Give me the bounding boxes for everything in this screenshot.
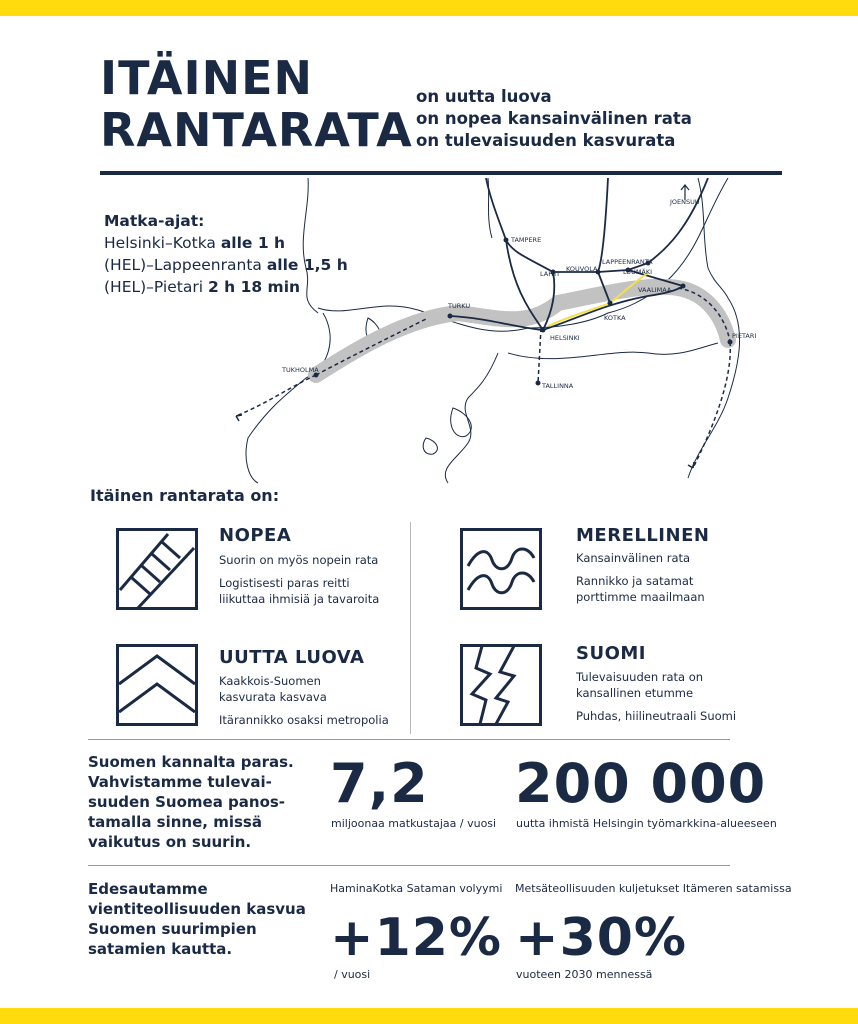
stat-forest-heading: Metsäteollisuuden kuljetukset Itämeren satamissa xyxy=(515,882,792,895)
label-luumaki: LUUMÄKI xyxy=(623,268,653,276)
label-kouvola: KOUVOLA xyxy=(566,265,598,273)
lightning-icon xyxy=(460,644,542,726)
feature-text: Logistisesti paras reitti xyxy=(219,576,350,590)
travel-heading: Matka-ajat: xyxy=(104,212,205,230)
section-divider xyxy=(88,865,730,866)
text-line: Suomen suurimpien xyxy=(88,920,257,938)
feature-text: Puhdas, hiilineutraali Suomi xyxy=(576,709,737,723)
route: Helsinki–Kotka xyxy=(104,234,221,252)
label-kotka: KOTKA xyxy=(604,314,626,322)
feature-text: kasvurata kasvava xyxy=(219,690,327,704)
label-vaalimaa: VAALIMAA xyxy=(638,286,672,294)
south-arrow-icon xyxy=(688,462,694,468)
text-line: vaikutus on suurin. xyxy=(88,833,252,851)
west-arrow-icon xyxy=(236,415,242,421)
stat-people-caption: uutta ihmistä Helsingin työmarkkina-alueeseen xyxy=(516,817,777,830)
corridor-band xyxy=(316,287,728,375)
label-lahti: LAHTI xyxy=(540,270,559,278)
top-yellow-band xyxy=(0,0,858,16)
feature-text: Itärannikko osaksi metropolia xyxy=(219,713,389,727)
travel-row xyxy=(104,276,348,298)
feature-text: Suorin on myös nopein rata xyxy=(219,553,379,567)
title-line-2: RANTARATA xyxy=(100,103,413,157)
label-tukholma: TUKHOLMA xyxy=(282,366,319,374)
stat-passengers-caption: miljoonaa matkustajaa / vuosi xyxy=(331,817,497,830)
feature-text: Tulevaisuuden rata on xyxy=(576,670,704,684)
page-title xyxy=(100,52,413,156)
feature-title: NOPEA xyxy=(219,525,292,546)
chevrons-up-icon xyxy=(116,644,198,726)
stat-passengers: 7,2 xyxy=(330,752,429,815)
stats1-text xyxy=(88,752,294,852)
stats2-text xyxy=(88,879,306,959)
time: 2 h 18 min xyxy=(207,278,301,296)
stat-forest-caption: vuoteen 2030 mennessä xyxy=(516,968,653,981)
stat-port-caption: / vuosi xyxy=(334,968,371,981)
features-heading: Itäinen rantarata on: xyxy=(90,486,280,505)
feature-text: liikuttaa ihmisiä ja tavaroita xyxy=(219,592,380,606)
route: (HEL)–Pietari xyxy=(104,278,208,296)
label-joensuu: JOENSUU xyxy=(670,198,700,206)
travel-times xyxy=(104,210,348,298)
header-divider xyxy=(100,171,782,175)
label-turku: TURKU xyxy=(448,302,471,310)
label-lappeenranta: LAPPEENRANTA xyxy=(602,258,653,266)
text-line: Vahvistamme tulevai- xyxy=(88,773,272,791)
time: alle 1 h xyxy=(220,234,286,252)
taglines xyxy=(416,86,692,152)
label-tallinna: TALLINNA xyxy=(542,382,574,390)
tallinna-dashed-route xyxy=(538,328,541,383)
feature-text: Kaakkois-Suomen xyxy=(219,674,321,688)
feature-title: MERELLINEN xyxy=(576,525,710,546)
south-dashed-route xyxy=(693,342,730,468)
stat-port-heading: HaminaKotka Sataman volyymi xyxy=(330,882,503,895)
feature-text: Kansainvälinen rata xyxy=(576,551,691,565)
text-line: satamien kautta. xyxy=(88,940,233,958)
title-line-1: ITÄINEN xyxy=(100,51,314,105)
stat-forest-growth: +30% xyxy=(515,908,688,968)
tagline: on tulevaisuuden kasvurata xyxy=(416,131,676,150)
stat-people: 200 000 xyxy=(515,752,767,815)
text-line: tamalla sinne, missä xyxy=(88,813,262,831)
text-line: suuden Suomea panos- xyxy=(88,793,286,811)
label-helsinki: HELSINKI xyxy=(550,334,580,342)
feature-text: Rannikko ja satamat xyxy=(576,574,694,588)
time: alle 1,5 h xyxy=(266,256,348,274)
features-divider xyxy=(410,522,411,734)
feature-text: kansallinen etumme xyxy=(576,686,694,700)
stat-port-growth: +12% xyxy=(330,908,503,968)
feature-title: UUTTA LUOVA xyxy=(219,647,365,668)
text-line: Suomen kannalta paras. xyxy=(88,753,294,771)
label-tampere: TAMPERE xyxy=(511,236,542,244)
feature-title: SUOMI xyxy=(576,643,646,664)
travel-row xyxy=(104,232,348,254)
label-pietari: PIETARI xyxy=(732,332,757,340)
waves-icon xyxy=(460,528,542,610)
rail-track-icon xyxy=(116,528,198,610)
text-line: Edesautamme xyxy=(88,880,208,898)
text-line: vientiteollisuuden kasvua xyxy=(88,900,306,918)
west-dashed-route xyxy=(236,375,316,416)
tagline: on nopea kansainvälinen rata xyxy=(416,109,692,128)
feature-text: porttimme maailmaan xyxy=(576,590,705,604)
section-divider xyxy=(88,739,730,740)
bottom-yellow-band xyxy=(0,1008,858,1024)
route: (HEL)–Lappeenranta xyxy=(104,256,267,274)
travel-row xyxy=(104,254,348,276)
tagline: on uutta luova xyxy=(416,87,552,106)
